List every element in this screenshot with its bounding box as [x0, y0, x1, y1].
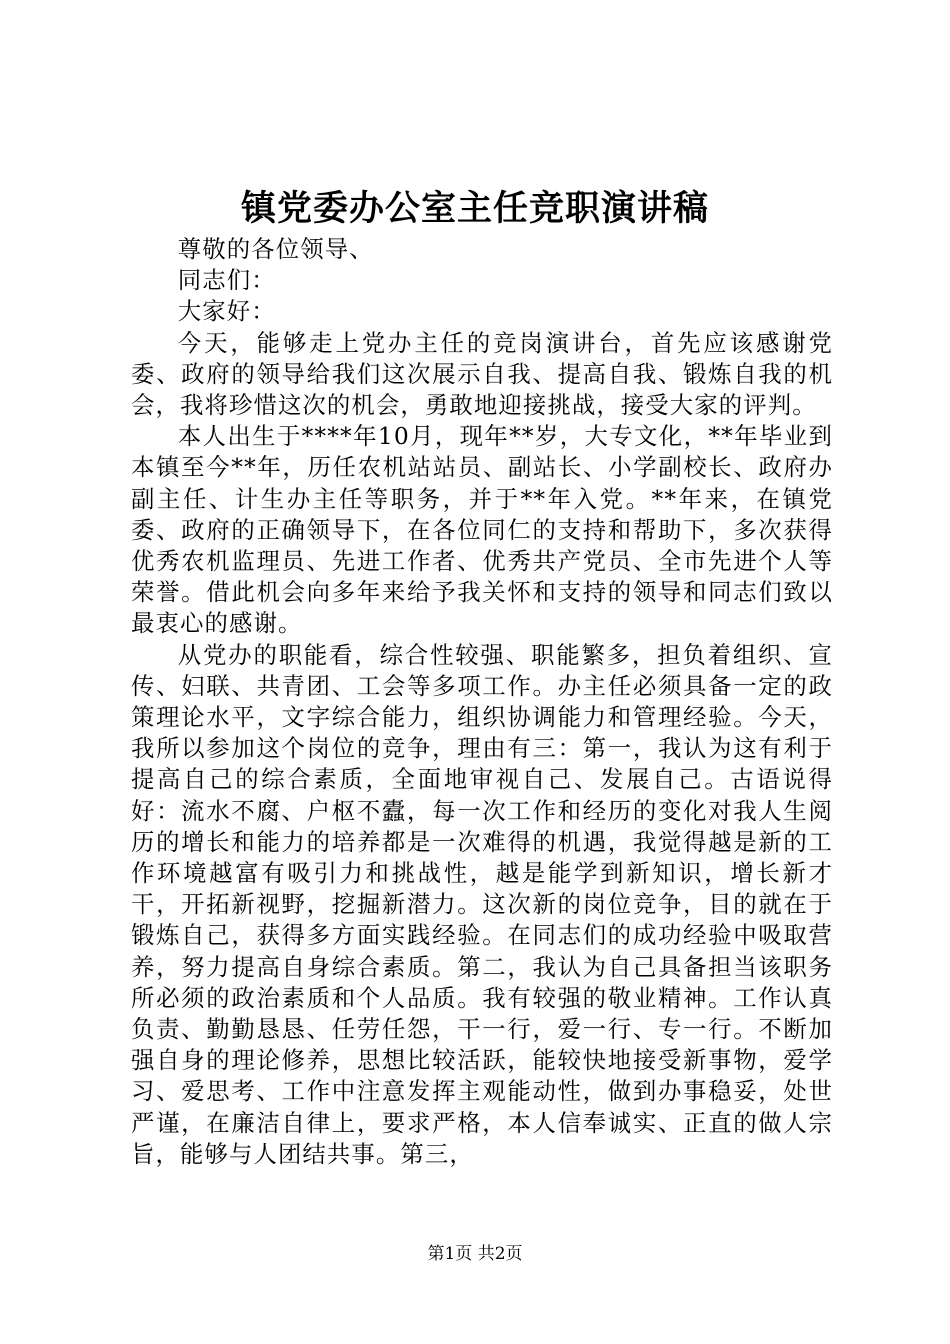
document-body [131, 234, 833, 1170]
salutation-comrades: 同志们： [177, 266, 276, 295]
document-title: 镇党委办公室主任竞职演讲稿 [240, 188, 709, 229]
paragraph-reasons: 从党办的职能看，综合性较强、职能繁多，担负着组织、宣传、妇联、共青团、工会等多项工作。办主任必须具备一定的政策理论水平，文字综合能力，组织协调能力和管理经验。今天，我所以参加这个岗位的竞争，理由有三：第一，我认为这有利于提高自己的综合素质，全面地审视自己、发展自己。古语说得好：流水不腐、户枢不蠹，每一次工作和经历的变化对我人生阅历的增长和能力的培养都是一次难得的机遇，我觉得越是新的工作环境越富有吸引力和挑战性，越是能学到新知识，增长新才干，开拓新视野，挖掘新潜力。这次新的岗位竞争，目的就在于锻炼自己，获得多方面实践经验。在同志们的成功经验中吸取营养，努力提高自身综合素质。第二，我认为自己具备担当该职务所必须的政治素质和个人品质。我有较强的敬业精神。工作认真负责、勤勤恳恳、任劳任怨，干一行，爱一行、专一行。不断加强自身的理论修养，思想比较活跃，能较快地接受新事物，爱学习、爱思考、工作中注意发挥主观能动性，做到办事稳妥，处世严谨，在廉洁自律上，要求严格，本人信奉诚实、正直的做人宗旨，能够与人团结共事。第三， [131, 640, 833, 1168]
paragraph-background: 本人出生于****年10月，现年**岁，大专文化，**年毕业到本镇至今**年，历任农机站站员、副站长、小学副校长、政府办副主任、计生办主任等职务，并于**年入党。**年来，在镇党委、政府的正确领导下，在各位同仁的支持和帮助下，多次获得优秀农机监理员、先进工作者、优秀共产党员、全市先进个人等荣誉。借此机会向多年来给予我关怀和支持的领导和同志们致以最衷心的感谢。 [131, 422, 833, 638]
greeting: 大家好： [177, 297, 276, 326]
page-footer: 第1页 共2页 [427, 1244, 523, 1264]
paragraph-opening: 今天，能够走上党办主任的竞岗演讲台，首先应该感谢党委、政府的领导给我们这次展示自我、提高自我、锻炼自我的机会，我将珍惜这次的机会，勇敢地迎接挑战，接受大家的评判。 [131, 328, 833, 420]
salutation-leaders: 尊敬的各位领导、 [177, 235, 374, 263]
